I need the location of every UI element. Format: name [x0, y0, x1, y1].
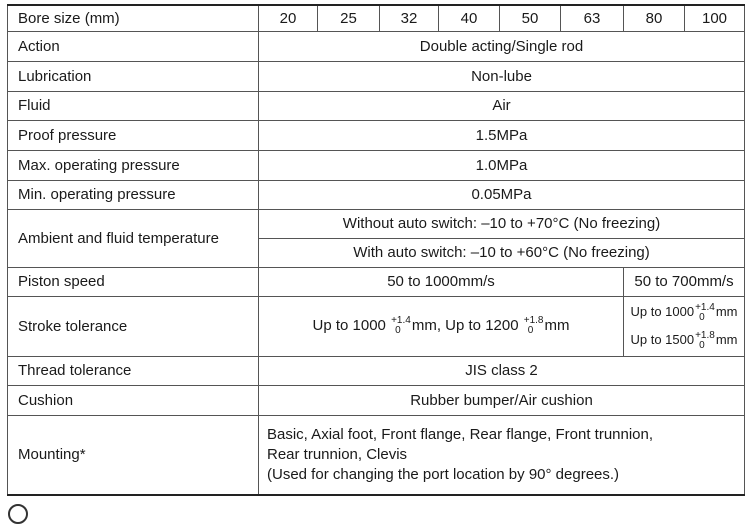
max-pressure-label: Max. operating pressure	[8, 150, 259, 180]
bore-20: 20	[259, 5, 318, 31]
bore-size-label: Bore size (mm)	[8, 5, 259, 31]
bore-40: 40	[439, 5, 500, 31]
proof-pressure-value: 1.5MPa	[259, 120, 745, 150]
stroke-large-line-2	[624, 326, 744, 354]
ambient-with-switch: With auto switch: –10 to +60°C (No freezing)	[259, 238, 745, 267]
stroke-large-b-text: Up to 1500	[630, 332, 695, 347]
stroke-large-a-upper: +1.4	[695, 301, 715, 313]
stroke-small-b-text: Up to 1200	[445, 316, 519, 334]
mounting-label: Mounting*	[8, 415, 259, 495]
piston-speed-label: Piston speed	[8, 267, 259, 296]
min-pressure-label: Min. operating pressure	[8, 180, 259, 209]
action-label: Action	[8, 31, 259, 61]
stroke-large-b-upper: +1.8	[695, 329, 715, 341]
action-value: Double acting/Single rod	[259, 31, 745, 61]
ambient-row-1	[8, 209, 745, 238]
cushion-label: Cushion	[8, 385, 259, 415]
stroke-large-line-1	[624, 298, 744, 326]
mounting-line-3: (Used for changing the port location by 90° degrees.)	[267, 465, 620, 483]
stroke-large-b-lower: 0	[699, 339, 705, 351]
mounting-line-1: Basic, Axial foot, Front flange, Rear flange, Front trunnion,	[267, 425, 654, 443]
fluid-label: Fluid	[8, 91, 259, 120]
stroke-small-a-lower: 0	[395, 325, 401, 336]
stroke-large-b-unit: mm	[715, 332, 738, 347]
max-pressure-value: 1.0MPa	[259, 150, 745, 180]
bore-25: 25	[318, 5, 380, 31]
thread-label: Thread tolerance	[8, 356, 259, 385]
stroke-tolerance-label: Stroke tolerance	[8, 296, 259, 356]
action-row	[8, 31, 745, 61]
cushion-value: Rubber bumper/Air cushion	[259, 385, 745, 415]
mounting-line-2: Rear trunnion, Clevis	[267, 445, 408, 463]
header-row	[8, 5, 745, 31]
bore-100: 100	[685, 5, 745, 31]
stroke-small-a-text: Up to 1000	[312, 316, 386, 334]
stroke-small-a-tolerance	[391, 316, 411, 336]
proof-pressure-row	[8, 120, 745, 150]
stroke-tolerance-large-bore	[624, 296, 745, 356]
stroke-large-a-tolerance	[695, 303, 715, 323]
min-pressure-row	[8, 180, 745, 209]
stroke-small-a-unit: mm,	[411, 316, 441, 334]
stroke-small-b-unit: mm	[544, 316, 570, 334]
lubrication-label: Lubrication	[8, 61, 259, 91]
lubrication-value: Non-lube	[259, 61, 745, 91]
lubrication-row	[8, 61, 745, 91]
bore-63: 63	[561, 5, 624, 31]
fluid-value: Air	[259, 91, 745, 120]
stroke-small-b-tolerance	[524, 316, 544, 336]
stroke-large-a-lower: 0	[699, 311, 705, 323]
bore-50: 50	[500, 5, 561, 31]
stroke-small-b-lower: 0	[527, 325, 534, 336]
stroke-tolerance-row	[8, 296, 745, 356]
thread-value: JIS class 2	[259, 356, 745, 385]
stroke-large-a-text: Up to 1000	[630, 304, 695, 319]
bore-80: 80	[624, 5, 685, 31]
mounting-value	[259, 415, 745, 495]
fluid-row	[8, 91, 745, 120]
ambient-label: Ambient and fluid temperature	[8, 209, 259, 267]
piston-speed-row	[8, 267, 745, 296]
footnote-circle-icon	[8, 504, 28, 524]
stroke-tolerance-small-bore	[259, 296, 624, 356]
stroke-small-a-upper: +1.4	[391, 315, 411, 326]
stroke-large-b-tolerance	[695, 331, 715, 351]
stroke-large-a-unit: mm	[715, 304, 738, 319]
min-pressure-value: 0.05MPa	[259, 180, 745, 209]
cushion-row	[8, 385, 745, 415]
piston-speed-small-bore: 50 to 1000mm/s	[259, 267, 624, 296]
ambient-without-switch: Without auto switch: –10 to +70°C (No freezing)	[259, 209, 745, 238]
max-pressure-row	[8, 150, 745, 180]
piston-speed-large-bore: 50 to 700mm/s	[624, 267, 745, 296]
mounting-row	[8, 415, 745, 495]
thread-row	[8, 356, 745, 385]
bore-32: 32	[380, 5, 439, 31]
proof-pressure-label: Proof pressure	[8, 120, 259, 150]
cylinder-spec-table	[7, 4, 745, 496]
stroke-small-b-upper: +1.8	[523, 315, 544, 326]
